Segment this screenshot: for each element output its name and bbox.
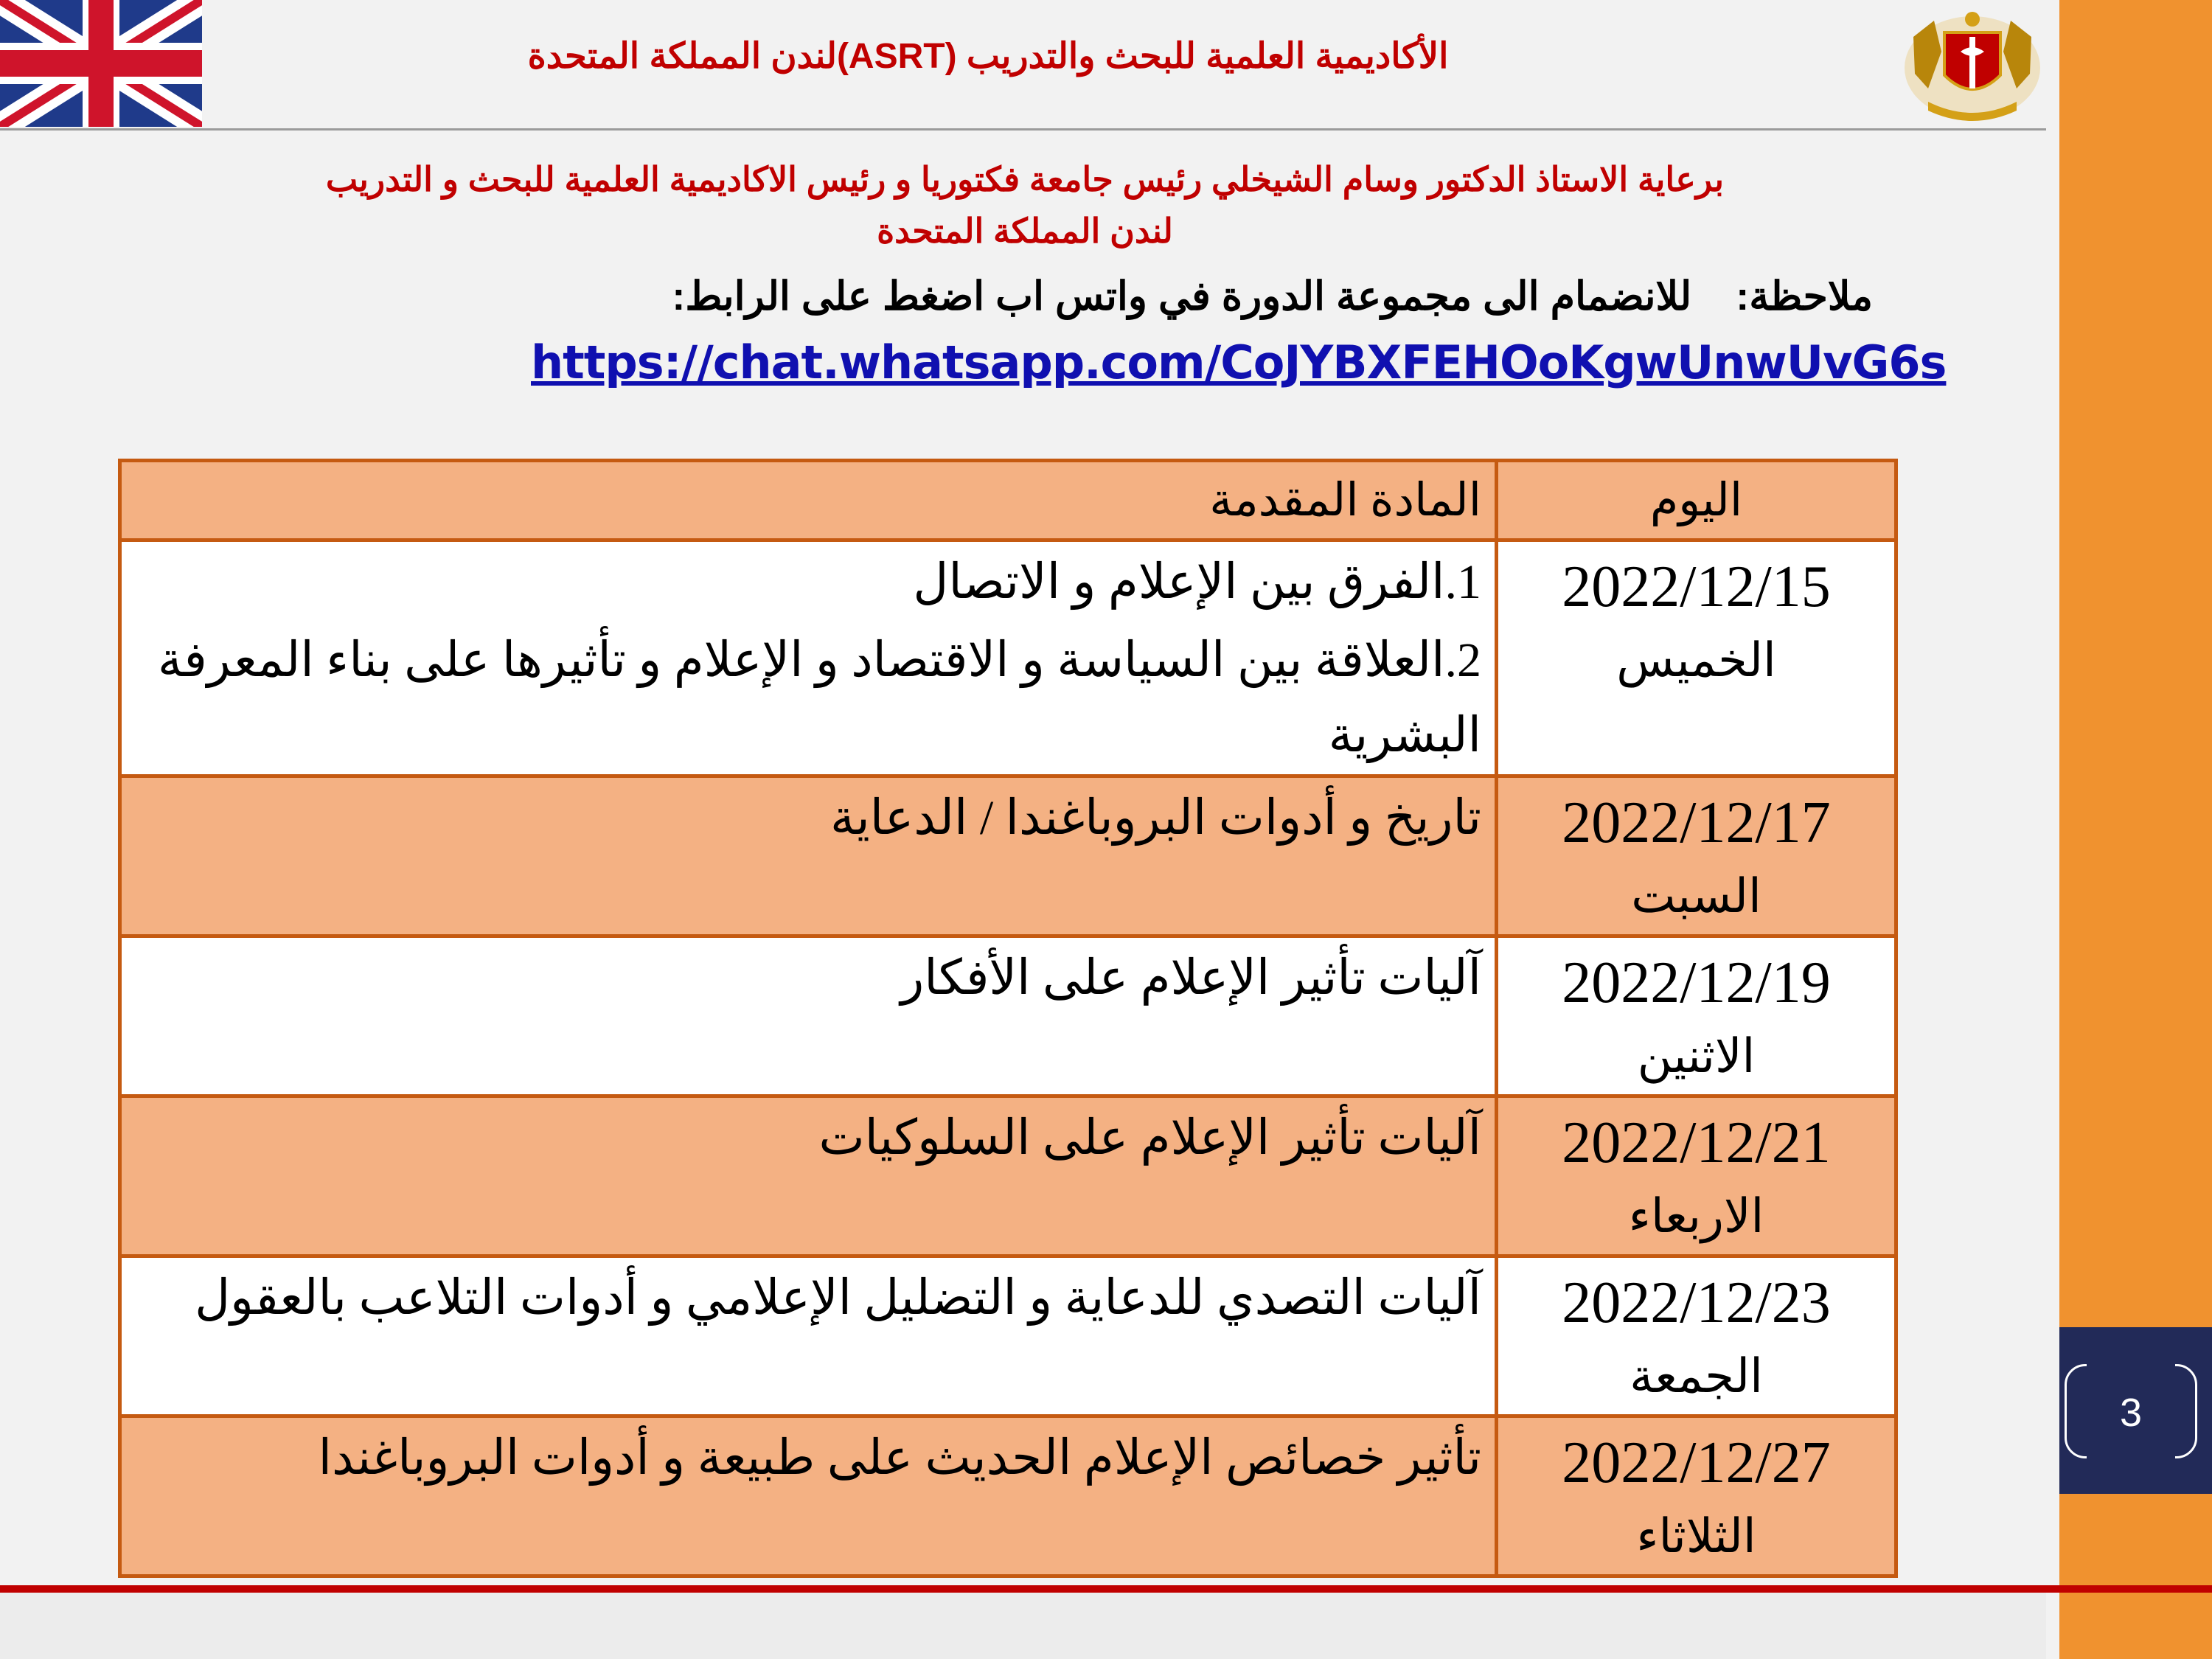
row-date: 2022/12/17 [1562, 790, 1831, 855]
header-title: الأكاديمية العلمية للبحث والتدريب (ASRT)لندن المملكة المتحدة [527, 37, 1449, 76]
note-label: ملاحظة: [1736, 274, 1873, 319]
row-date: 2022/12/15 [1562, 554, 1831, 619]
subject-line: آليات تأثير الإعلام على الأفكار [900, 951, 1481, 1005]
row-day: الاربعاء [1628, 1190, 1764, 1242]
day-cell [1497, 1096, 1896, 1256]
header-subject: المادة المقدمة [120, 461, 1497, 540]
sponsor-line-1: برعاية الاستاذ الدكتور وسام الشيخلي رئيس جامعة فكتوريا و رئيس الاكاديمية العلمية للبحث و التدريب [325, 160, 1725, 198]
row-day: الثلاثاء [1636, 1510, 1756, 1562]
row-date: 2022/12/23 [1562, 1270, 1831, 1335]
table-row [120, 540, 1896, 776]
page-number: 3 [2119, 1391, 2143, 1435]
table-row [120, 776, 1896, 936]
day-cell [1497, 540, 1896, 776]
note-text: للانضمام الى مجموعة الدورة في واتس اب اضغط على الرابط: [672, 274, 1692, 319]
day-cell [1497, 1416, 1896, 1576]
day-cell [1497, 1256, 1896, 1416]
subject-line: آليات تأثير الإعلام على السلوكيات [818, 1111, 1481, 1165]
subject-cell [120, 1096, 1497, 1256]
table-header-row [120, 461, 1896, 540]
subject-cell [120, 776, 1497, 936]
day-cell [1497, 936, 1896, 1096]
whatsapp-link[interactable]: https://chat.whatsapp.com/CoJYBXFEHOoKgwUnwUvG6s [531, 335, 1947, 389]
row-day: الخميس [1616, 634, 1776, 686]
row-day: السبت [1631, 870, 1761, 922]
day-cell [1497, 776, 1896, 936]
subject-cell [120, 1256, 1497, 1416]
row-day: الاثنين [1637, 1030, 1756, 1082]
subject-cell [120, 540, 1497, 776]
subject-line: آليات التصدي للدعاية و التضليل الإعلامي و أدوات التلاعب بالعقول [195, 1271, 1481, 1325]
join-note [531, 273, 1873, 319]
table-row [120, 936, 1896, 1096]
union-jack-flag-icon [0, 0, 202, 127]
row-date: 2022/12/21 [1562, 1110, 1831, 1175]
subject-line: تاريخ و أدوات البروباغندا / الدعاية [830, 791, 1481, 845]
sponsor-line-2: لندن المملكة المتحدة [877, 212, 1173, 250]
header-day: اليوم [1497, 461, 1896, 540]
subject-cell [120, 936, 1497, 1096]
subject-cell [120, 1416, 1497, 1576]
row-date: 2022/12/19 [1562, 950, 1831, 1015]
table-row [120, 1416, 1896, 1576]
header-divider [0, 128, 2046, 131]
subject-line: تأثير خصائص الإعلام الحديث على طبيعة و أدوات البروباغندا [318, 1431, 1481, 1485]
schedule-table [118, 459, 1898, 1578]
table-row [120, 1256, 1896, 1416]
footer-red-rule [0, 1585, 2212, 1593]
footer-band [0, 1593, 2046, 1659]
row-day: الجمعة [1630, 1350, 1763, 1402]
table-row [120, 1096, 1896, 1256]
subject-line: 2.العلاقة بين السياسة و الاقتصاد و الإعلام و تأثيرها على بناء المعرفة البشرية [157, 633, 1481, 762]
subject-line: 1.الفرق بين الإعلام و الاتصال [913, 555, 1481, 609]
row-date: 2022/12/27 [1562, 1430, 1831, 1495]
sponsor-text [206, 153, 1843, 257]
academy-crest-logo [1899, 7, 2046, 125]
